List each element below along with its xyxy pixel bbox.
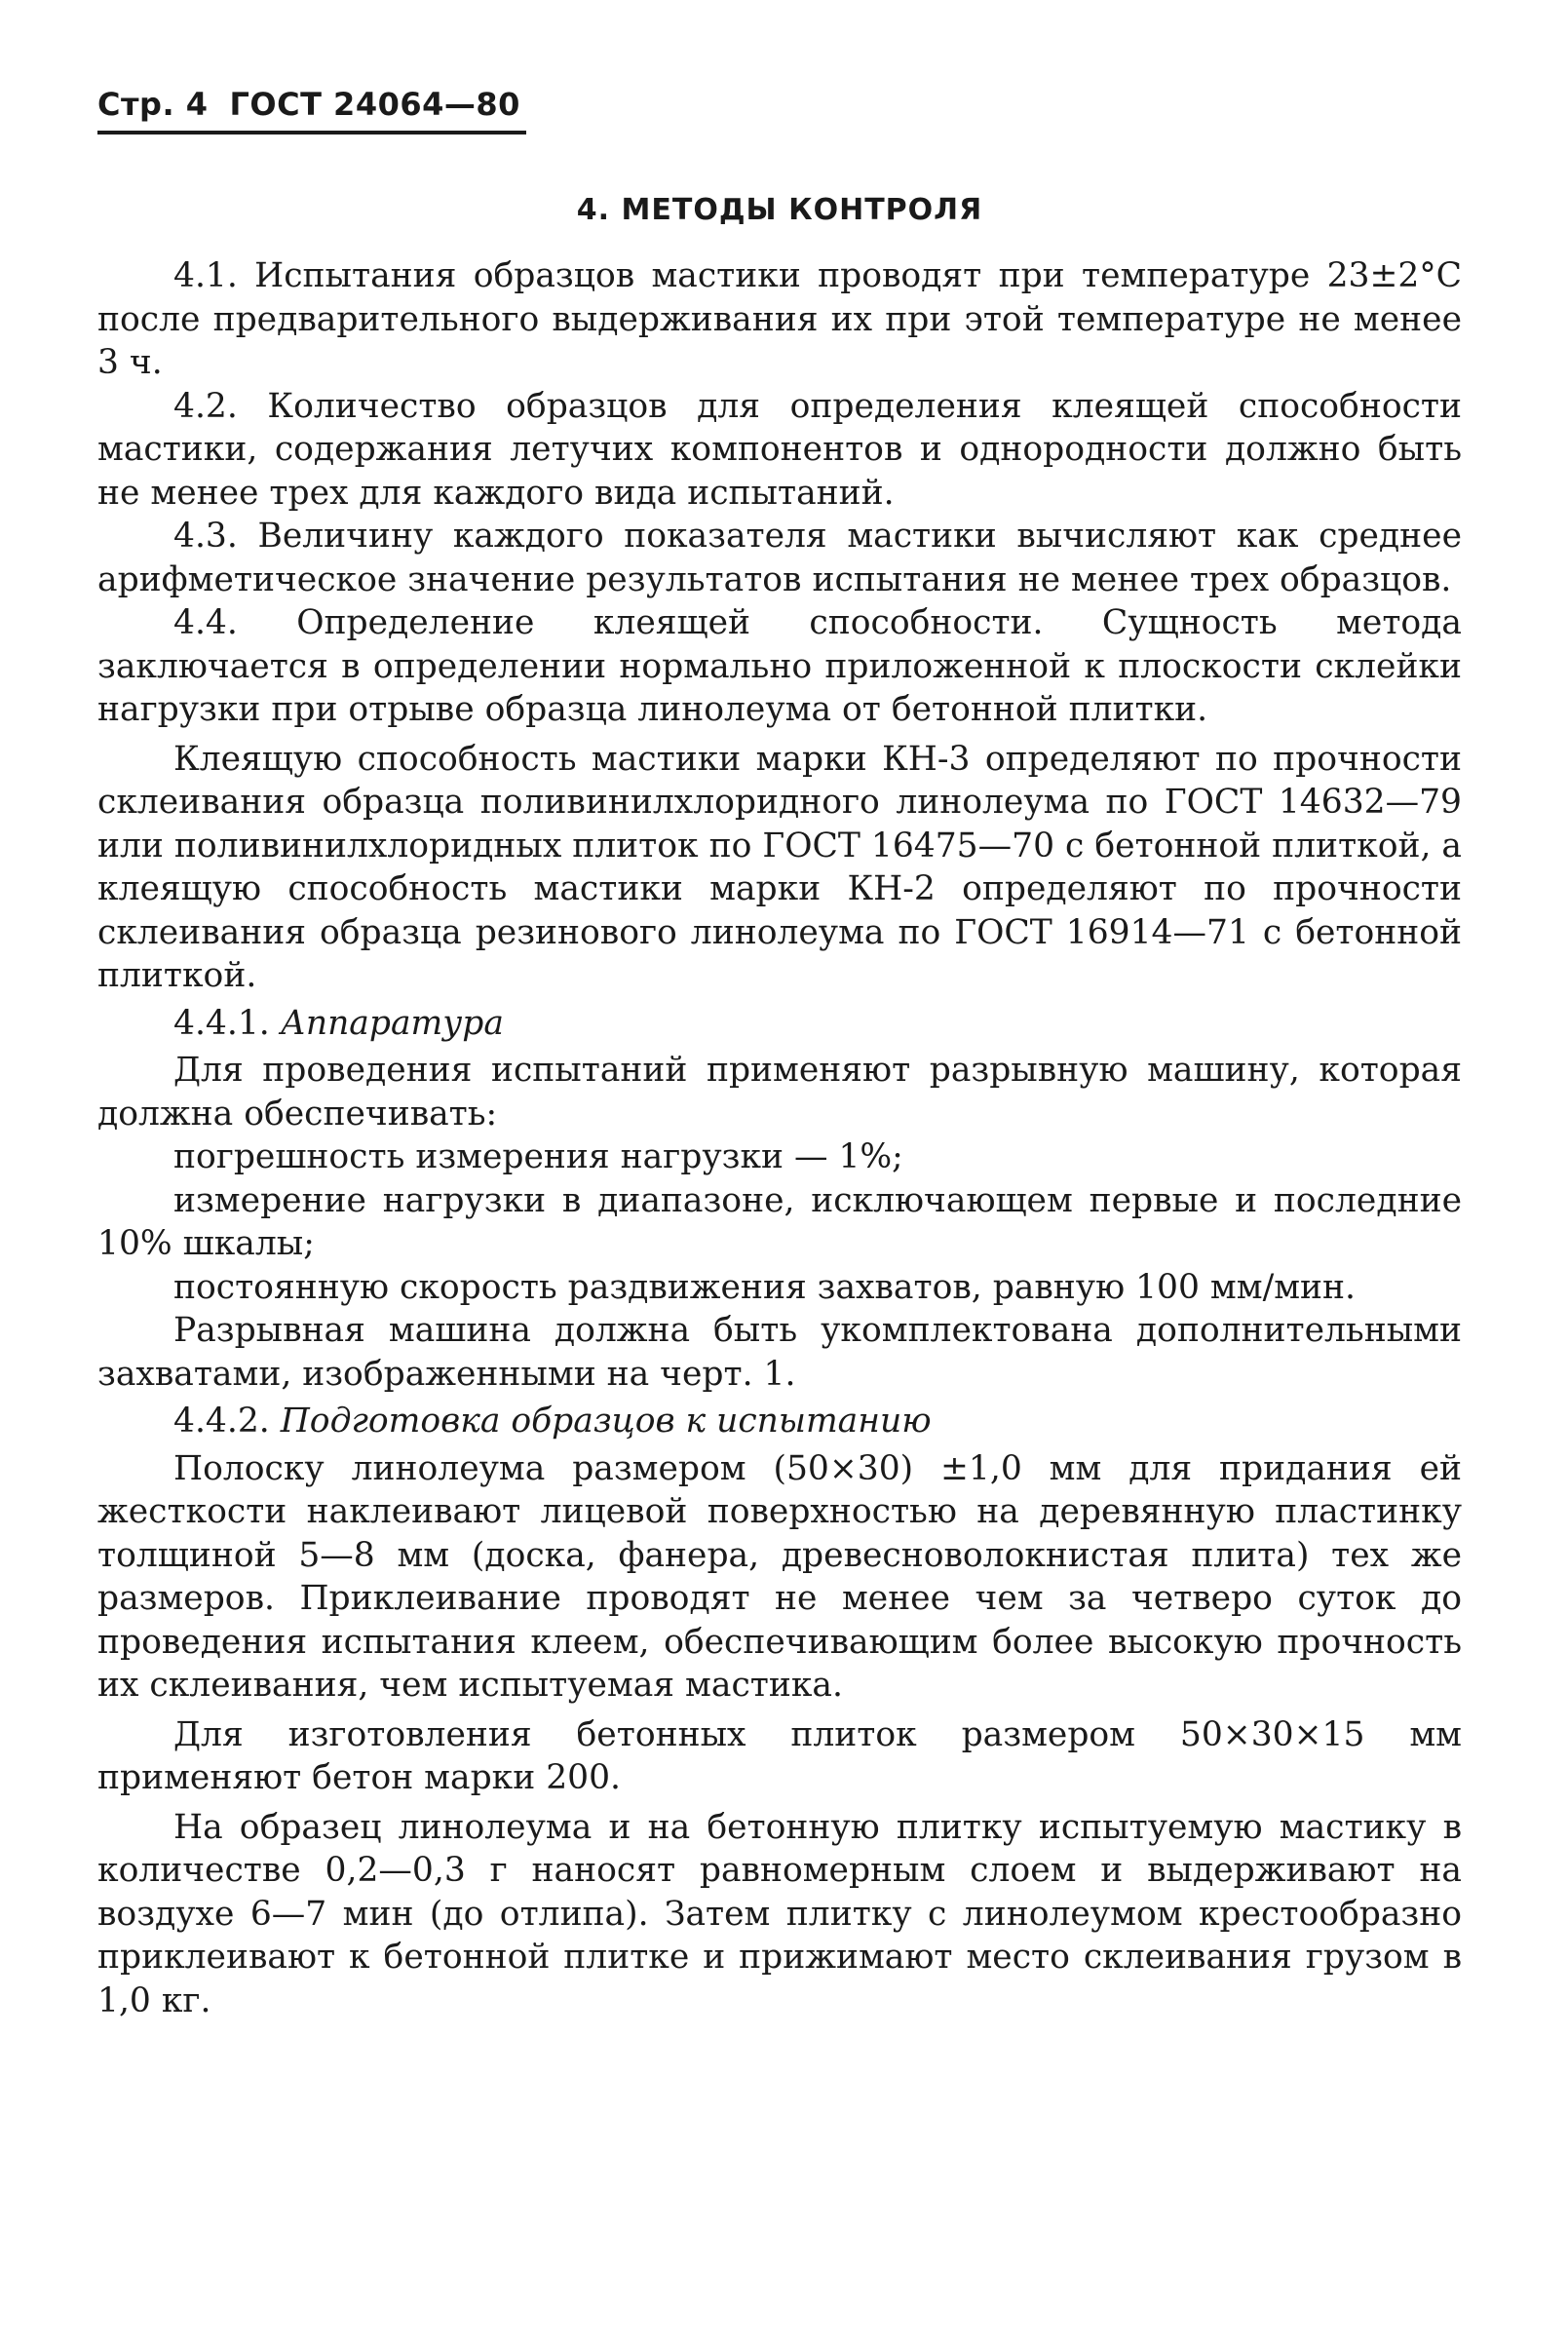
- requirement-error: погрешность измерения нагрузки — 1%;: [173, 1137, 903, 1176]
- paragraph-4-4-adhesion: Клеящую способность мастики марки КН-3 определяют по прочности склеивания образца поливинилхлоридного линолеума по ГОСТ 14632—79 или поливинилхлоридных плиток по ГОСТ 16475—70 с бетонной плиткой, а клеящую способность мастики марки КН-2 определяют по прочности склеивания образца резинового линолеума по ГОСТ 16914—71 с бетонной плиткой.: [97, 739, 1462, 995]
- requirement-range: измерение нагрузки в диапазоне, исключающем первые и последние 10% шкалы;: [97, 1180, 1462, 1263]
- section-title: 4. МЕТОДЫ КОНТРОЛЯ: [576, 193, 983, 227]
- paragraph-4-1: 4.1. Испытания образцов мастики проводят при температуре 23±2°C после предварительного выдерживания их при этой температуре не менее 3 ч.: [97, 256, 1462, 382]
- page-number: Стр. 4: [97, 86, 209, 123]
- paragraph-4-3: 4.3. Величину каждого показателя мастики вычисляют как среднее арифметическое значение результатов испытания не менее трех образцов.: [97, 517, 1462, 599]
- paragraph-equipment: Для проведения испытаний применяют разрывную машину, которая должна обеспечивать:: [97, 1051, 1462, 1134]
- paragraph-4-4: 4.4. Определение клеящей способности. Сущность метода заключается в определении нормально приложенной к плоскости склейки нагрузки при отрыве образца линолеума от бетонной плитки.: [97, 603, 1462, 729]
- standard-code: ГОСТ 24064—80: [229, 86, 520, 123]
- document-body: [97, 254, 1462, 2022]
- requirement-speed: постоянную скорость раздвижения захватов, равную 100 мм/мин.: [173, 1267, 1356, 1307]
- subsection-4-4-1-heading: [97, 1002, 1462, 1046]
- paragraph-apply: На образец линолеума и на бетонную плитку испытуемую мастику в количестве 0,2—0,3 г наносят равномерным слоем и выдерживают на воздухе 6—7 мин (до отлипа). Затем плитку с линолеумом крестообразно приклеивают к бетонной плитке и прижимают место склеивания грузом в 1,0 кг.: [97, 1807, 1462, 2020]
- paragraph-machine: Разрывная машина должна быть укомплектована дополнительными захватами, изображенными на черт. 1.: [97, 1311, 1462, 1394]
- document-page: [97, 86, 1462, 2022]
- subsection-title: Аппаратура: [280, 1003, 504, 1043]
- subsection-number: 4.4.2.: [173, 1402, 270, 1441]
- paragraph-concrete: Для изготовления бетонных плиток размером 50×30×15 мм применяют бетон марки 200.: [97, 1714, 1462, 1797]
- paragraph-4-2: 4.2. Количество образцов для определения клеящей способности мастики, содержания летучих компонентов и однородности должно быть не менее трех для каждого вида испытаний.: [97, 386, 1462, 513]
- subsection-title: Подготовка образцов к испытанию: [280, 1402, 932, 1441]
- subsection-4-4-2-heading: [97, 1400, 1462, 1443]
- subsection-number: 4.4.1.: [173, 1003, 270, 1043]
- paragraph-strip: Полоску линолеума размером (50×30) ±1,0 мм для придания ей жесткости наклеивают лицевой поверхностью на деревянную пластинку толщиной 5—8 мм (доска, фанера, древесноволокнистая плита) тех же размеров. Приклеивание проводят не менее чем за четверо суток до проведения испытания клеем, обеспечивающим более высокую прочность их склеивания, чем испытуемая мастика.: [97, 1448, 1462, 1705]
- page-header: [97, 86, 526, 134]
